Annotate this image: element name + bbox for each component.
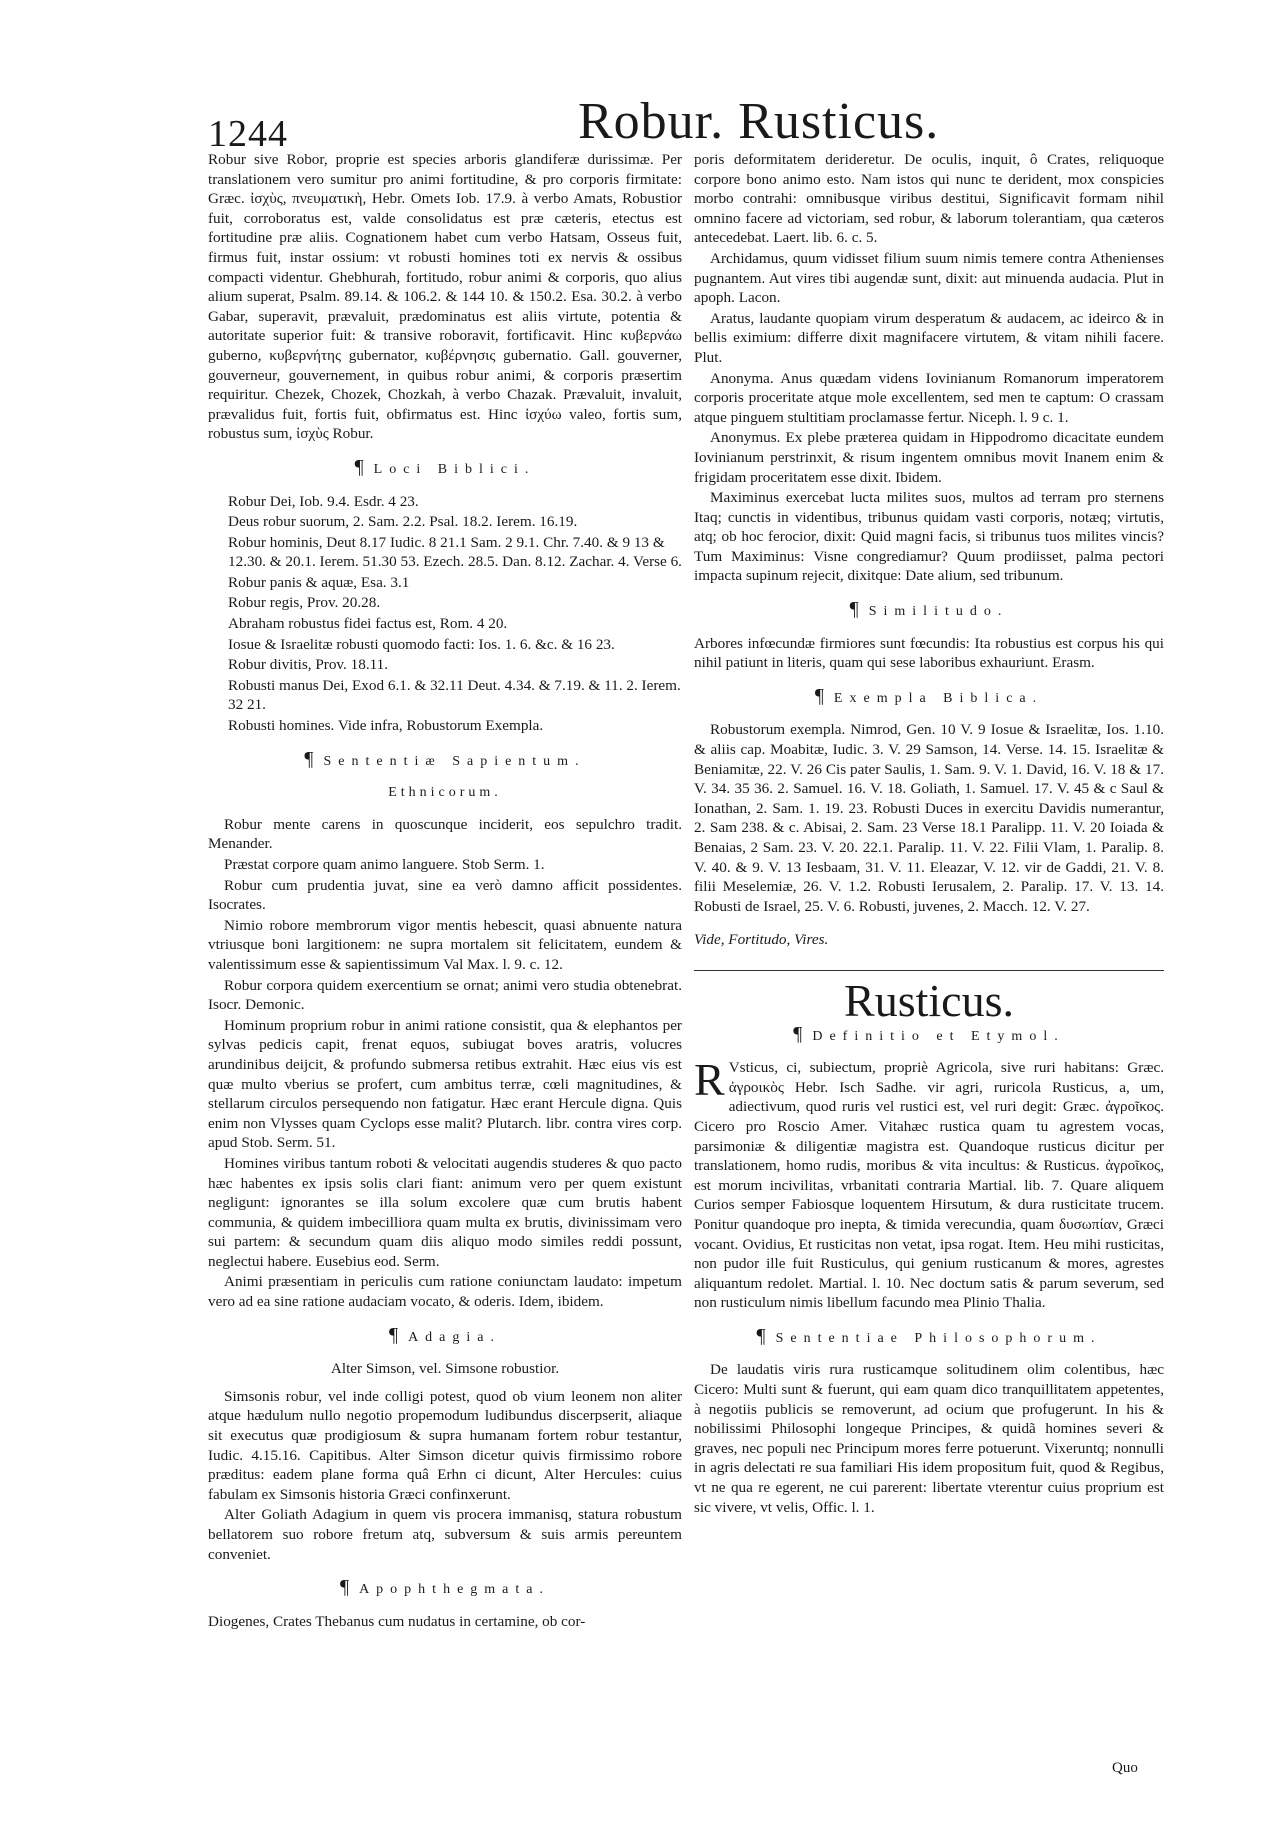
adagium-title: Alter Simson, vel. Simsone robustior. xyxy=(330,1360,560,1378)
section-heading-adagia: ¶ Adagia. xyxy=(389,1323,501,1346)
sententia: Robur mente carens in quoscunque inciderit, eos sepulchro tradit. Menander. xyxy=(208,815,682,853)
apophthegm: Anonymus. Ex plebe præterea quidam in Hippodromo dicacitate eundem Iovinianum perstrinxit, & risum ingentem omnibus movit Inanem enim & frigidam proceritatem esse dixit. Ibidem. xyxy=(694,429,1164,486)
drop-cap: R xyxy=(694,1054,725,1106)
loci-item: Robur Dei, Iob. 9.4. Esdr. 4 23. xyxy=(228,492,419,510)
sententia: Hominum proprium robur in animi ratione consistit, qua & elephantos per sylvas pedicis capit, frenat equos, subiugat boves aratris, volucres arundinibus deijcit, & profundo submersa retibus extrahit. Hæc eius vis est quæ multo vberius se profert, cum ambitus terræ, cœli magnitudines, & stellarum circulos persequendo non fatigatur. Hæc erant Hercule digna. Quis enim non Vlysses quam Cyclops esse malit? Plutarch. libr. contra vires corp. apud Stob. Serm. 51. xyxy=(208,1016,682,1152)
loci-item: Robur regis, Prov. 20.28. xyxy=(228,594,381,612)
subheading-ethnicorum: Ethnicorum. xyxy=(388,785,502,801)
sententia: Robur corpora quidem exercentium se ornat; animi vero studia obtenebrat. Isocr. Demonic. xyxy=(208,976,682,1014)
similitudo-text: Arbores infœcundæ firmiores sunt fœcundis: Ita robustius est corpus his qui nihil patiunt in literis, quam qui sese laboribus exhauriunt. Erasm. xyxy=(694,634,1164,672)
sententia: Præstat corpore quam animo languere. Stob Serm. 1. xyxy=(224,856,545,873)
section-heading-definitio: ¶ Definitio et Etymol. xyxy=(793,1022,1065,1045)
apophthegm: poris deformitatem derideretur. De oculis, inquit, ô Crates, reliquoque corpore bono animo esto. Nam istos qui nunc te derident, mox conspicies morbo contrahi: omnibusque viribus destitui, Significavit formam nihil omnino facere ad victoriam, sed robur, & laborum tolerantiam, qua cæteros antecedebat. Laert. lib. 6. c. 5. xyxy=(694,151,1164,247)
apophthegm-start: Diogenes, Crates Thebanus cum nudatus in certamine, ob cor- xyxy=(208,1612,586,1630)
intro-paragraph: Robur sive Robor, proprie est species arboris glandiferæ durissimæ. Per translationem vero sumitur pro animi fortitudine, & pro corporis firmitate: Græc. ἰσχὺς, πνευματικὴ, Hebr. Omets Iob. 17.9. à verbo Amats, Robustior fuit, corroboratus est, valde consolidatus est præ cæteris, etectus est fortitudine præ aliis. Cognationem habet cum verbo Hatsam, Osseus fuit, firmus fuit, instar ossium: vt robusti homines toti ex nervis & ossibus compacti videntur. Ghebhurah, fortitudo, robur animi & corporis, quo alius alium superat, Psalm. 89.14. & 106.2. & 144 10. & 150.2. Esa. 30.2. à verbo Gabar, superavit, prævaluit, prædominatus est aliis virtute, potentia & autoritate superior fuit: & transive roboravit, fortificavit. Hinc κυβερνάω guberno, κυβερνήτης gubernator, κυβέρνησις gubernatio. Gall. gouverner, gouverneur, gouvernement, in quibus robur animi, & corporis præsertim requiritur. Chezek, Chozek, Chozkah, à verbo Chazak. Prævaluit, invaluit, prævalidus fuit, fortis fuit, obfirmatus est. Hinc ἰσχύω valeo, fortis sum, robustus sum, ἰσχὺς Robur. xyxy=(208,151,682,443)
exempla-text: Robustorum exempla. Nimrod, Gen. 10 V. 9 Iosue & Israelitæ, Ios. 1.10. & aliis cap. Moabitæ, Iudic. 3. V. 29 Samson, 14. Verse. 14. 15. Israelitæ & Beniamitæ, 22. V. 26 Cis pater Saulis, 1. Sam. 9. V. 1. David, 16. V. 18 & 17. V. 34. 35 36. 2. Samuel. 16. V. 18. Goliath, 1. Samuel. 17. V. 45 & c Saul & Ionathan, 2. Sam. 1. 19. 23. Robusti Duces in exercitu Davidis numerantur, 2. Sam 238. & c. Abisai, 2. Sam. 23 Verse 18.1 Paralipp. 11. V. 20 Ioiada & Benaias, 2 Sam. 23. V. 20. 22.1. Paralip. 11. V. 22. Filii Vlam, 1. Paralip. 8. V. 40. & 9. V. 13 Iesbaam, 31. V. 11. Eleazar, V. 12. vir de Gaddi, 21. V. 8. filii Meselemiæ, 26. V. 1.2. Robusti Ierusalem, 2. Paralip. 17. V. 13. 14. Robusti de Israel, 25. V. 6. Robusti, juvenes, 2. Macch. 12. V. 27. xyxy=(694,721,1164,915)
loci-item: Deus robur suorum, 2. Sam. 2.2. Psal. 18.2. Ierem. 16.19. xyxy=(228,513,578,531)
section-heading-sententiae-philosophorum: ¶ Sententiae Philosophorum. xyxy=(756,1324,1102,1347)
loci-item: Robur hominis, Deut 8.17 Iudic. 8 21.1 Sam. 2 9.1. Chr. 7.40. & 9 13 & 12.30. & 20.1. Ierem. 51.30 53. Ezech. 28.5. Dan. 8.12. Zachar. 4. Verse 6. xyxy=(228,533,682,571)
adagium: Alter Goliath Adagium in quem vis procera immanisq, statura robustum bellatorem suo robore fretum atq, subversum & suis armis pereuntem conveniet. xyxy=(208,1506,682,1563)
section-heading-loci: ¶ Loci Biblici. xyxy=(354,455,536,478)
loci-item: Robusti homines. Vide infra, Robustorum Exempla. xyxy=(228,717,544,735)
apophthegm: Archidamus, quum vidisset filium suum nimis temere contra Athenienses pugnantem. Aut vires tibi augendæ sunt, dixit: aut minuenda audacia. Plut in apoph. Lacon. xyxy=(694,249,1164,307)
loci-item: Iosue & Israelitæ robusti quomodo facti: Ios. 1. 6. &c. & 16 23. xyxy=(228,635,615,653)
running-title: Robur. Rusticus. xyxy=(578,93,940,150)
left-column xyxy=(208,150,682,1632)
apophthegm: Anonyma. Anus quædam videns Iovinianum Romanorum imperatorem corporis proceritate atque mole excellentem, sed men te captum: O crassam atque pinguem stultitiam proclamasse fertur. Niceph. l. 9 c. 1. xyxy=(694,369,1164,426)
catchword: Quo xyxy=(1112,1760,1138,1776)
sententia: Robur cum prudentia juvat, sine ea verò damno afficit possidentes. Isocrates. xyxy=(208,876,682,914)
page-number: 1244 xyxy=(208,113,288,155)
cross-reference: Vide, Fortitudo, Vires. xyxy=(694,931,829,949)
section-heading-similitudo: ¶ Similitudo. xyxy=(849,598,1009,621)
section-heading-apophthegmata: ¶ Apophthegmata. xyxy=(340,1576,550,1599)
loci-item: Robusti manus Dei, Exod 6.1. & 32.11 Deut. 4.34. & 7.19. & 11. 2. Ierem. 32 21. xyxy=(228,676,681,714)
loci-item: Abraham robustus fidei factus est, Rom. 4 20. xyxy=(228,615,508,633)
sententiae-philosophorum-text: De laudatis viris rura rusticamque solitudinem olim colentibus, hæc Cicero: Multi sunt & fuerunt, qui eam quam dico tranquillitatem appetentes, à negotiis publicis se removerunt, ad ocium que profugerunt. In his & nobilissimi Philosophi longeque Principes, & quidã homines severi & graves, nec populi nec Principum mores ferre potuerunt. Vixeruntq; nonnulli in agris delectati re sua familiari His idem propositum fuit, quod & Regibus, vt ne qua re egerent, ne cui parerent: libertate vterentur cuius proprium est sic vivere, vt velis, Offic. l. 1. xyxy=(694,1361,1164,1516)
adagium: Simsonis robur, vel inde colligi potest, quod ob vium leonem non aliter atque hædulum nullo negotio propemodum ludibundus discerpserit, aliaque sit executus quæ prodigiosum & supra humanam fortem robur testantur, Iudic. 4.15.16. Capitibus. Alter Simson dicetur quivis firmissimo robore præditus: eadem plane forma quâ Erhn ci dicunt, Alter Hercules: cuius fabulam ex Simsonis historia Græci confinxerunt. xyxy=(208,1387,682,1503)
sententia: Homines viribus tantum roboti & velocitati augendis studeres & quo pacto hæc habentes ex ipsis solis clari fiant: animum vero per quem existunt negligunt: ignorantes se illa solum excolere quæ cum brutis habent communia, & quidem imbecilliora quam multa ex brutis, divinissimam vero sui partem: & secundum quam diis aliquo modo similes reddi possunt, neglectui habere. Eusebius eod. Serm. xyxy=(208,1154,682,1270)
definition-paragraph: R Vsticus, ci, subiectum, propriè Agricola, sive ruri habitans: Græc. ἀγροικὸς Hebr. Isch Sadhe. vir agri, ruricola Rusticus, a, um, adiectivum, quod ruris vel rustici est, vel ruri degit: Græc. ἀγροῖκος. Cicero pro Roscio Amer. Vitahæc rustica quam tu agrestem vocas, parsimoniæ & diligentiæ magistra est. Quandoque rusticus dicitur per translationem, homo rudis, moribus & vita incultus: & Rusticus. ἀγροῖκος, est morum incivilitas, vrbanitati contraria Martial. lib. 7. Quare aliquem Curios semper Fabiosque loquentem Hirsutum, & dura rusticitate trucem. Ponitur quandoque pro inepta, & timida verecundia, quam δυσωπίαν, Græci vocant. Ovidius, Et rusticitas non vetat, ipsa rogat. Item. Heu mihi rusticitas, non pudor ille fuit Rusticulus, qui genium rusticanum & mores, agrestes aliquantum redolet. Martial. l. 10. Nec doctum satis & parum severum, sed non rusticulum nimis libellum facundo mea Plinio Thalia. xyxy=(694,1054,1164,1312)
section-heading-sententiae: ¶ Sententiæ Sapientum. xyxy=(304,747,586,770)
sententia: Nimio robore membrorum vigor mentis hebescit, quasi abnuente natura vtriusque boni largitionem: ne supra mortalem sit felicitatem, eundem & valentissimum esse & sapientissimum Val Max. l. 9. c. 12. xyxy=(208,916,682,973)
loci-item: Robur panis & aquæ, Esa. 3.1 xyxy=(228,573,410,591)
right-column xyxy=(694,150,1164,1518)
sententia: Animi præsentiam in periculis cum ratione coniunctam laudato: impetum vero ad ea sine ratione audaciam vocato, & oderis. Idem, ibidem. xyxy=(208,1273,682,1311)
apophthegm: Aratus, laudante quopiam virum desperatum & audacem, ac ideirco & in bellis eximium: differre dixit magnifacere virtutem, & vitam nihili facere. Plut. xyxy=(694,309,1164,366)
section-title: Rusticus. xyxy=(844,974,1014,1026)
section-heading-exempla: ¶ Exempla Biblica. xyxy=(814,684,1044,707)
apophthegm: Maximinus exercebat lucta milites suos, multos ad terram pro sternens Itaq; cunctis in videntibus, tribunus quidam vasti corporis, notæq; virtutis, atq; ob hoc ferocior, dixit: Quid magni facis, si tribunus tuos milites vincis? Tum Maximinus: Visne congrediamur? Quum prodiisset, palma pectori impacta supinum rejecit, dixitque: Date alium, sed tribunum. xyxy=(694,489,1164,585)
loci-item: Robur divitis, Prov. 18.11. xyxy=(228,656,389,674)
section-divider xyxy=(694,970,1164,971)
